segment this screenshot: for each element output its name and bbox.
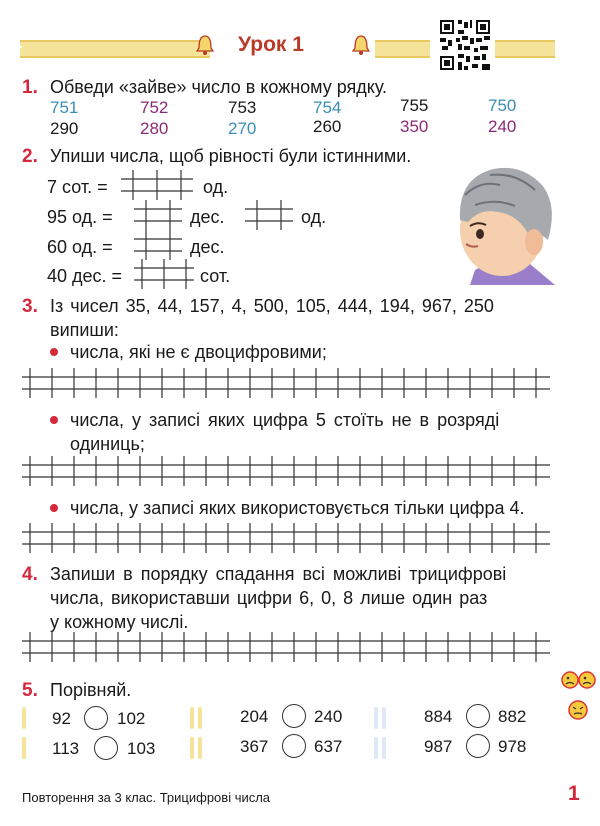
bullet [50,348,58,356]
number-cell[interactable]: 754 [313,98,342,117]
bell-icon [352,34,370,56]
number-cell[interactable]: 350 [400,117,429,136]
unit-label: сот. [200,266,231,286]
compare-right: 978 [498,737,527,756]
bullet [50,416,58,424]
task-5-text: Порівняй. [50,680,132,700]
compare-right: 240 [314,707,343,726]
header-ribbon-far [495,40,555,58]
task-number-2: 2. [22,146,38,167]
number-cell[interactable]: 753 [228,98,257,117]
compare-right: 882 [498,707,527,726]
qr-code-icon[interactable] [438,18,492,72]
task-1-text: Обведи «зайве» число в кожному рядку. [50,77,388,97]
task-4-text: числа, використавши цифри 6, 0, 8 лише один раз [50,588,488,608]
number-cell[interactable]: 260 [313,117,342,136]
answer-grid-2[interactable] [130,198,186,232]
bell-icon [196,34,214,56]
compare-circle[interactable] [282,704,306,728]
answer-line-grid[interactable] [22,456,550,486]
task-number-4: 4. [22,564,38,585]
task-number-3: 3. [22,296,38,317]
number-cell[interactable]: 755 [400,96,429,115]
row-marker [190,707,194,729]
number-cell[interactable]: 750 [488,96,517,115]
task-1-numbers [0,96,600,140]
header-ribbon-right [375,40,430,58]
row-marker [374,737,378,759]
answer-grid-2[interactable] [130,257,198,291]
task-4-text: Запиши в порядку спадання всі можливі трицифрові [50,564,507,584]
bullet-text: одиниць; [70,434,145,454]
row-marker [22,707,26,729]
number-cell[interactable]: 751 [50,98,79,117]
compare-left: 367 [240,737,269,756]
unit-label: од. [301,207,327,227]
answer-grid-3[interactable] [117,168,197,202]
task-number-5: 5. [22,680,38,701]
bullet-text: числа, які не є двоцифровими; [70,342,327,362]
compare-circle[interactable] [466,734,490,758]
task-3-text: випиши: [50,320,119,340]
row-marker [198,737,202,759]
bullet-text: числа, у записі яких використовується тільки цифра 4. [70,498,525,518]
compare-left: 204 [240,707,269,726]
lesson-title: Урок 1 [238,33,304,56]
footer-text: Повторення за 3 клас. Трицифрові числа [22,790,271,805]
row-marker [382,737,386,759]
row-marker [190,737,194,759]
header-ribbon-left [20,40,210,58]
boy-illustration [420,160,570,285]
task-3-text: Із чисел 35, 44, 157, 4, 500, 105, 444, 194, 967, 250 [50,296,494,316]
row-marker [198,707,202,729]
unit-label: дес. [190,207,225,227]
ribbon-notch [14,38,22,56]
bullet [50,504,58,512]
answer-line-grid[interactable] [22,632,550,662]
row-marker [374,707,378,729]
number-cell[interactable]: 270 [228,119,257,138]
equation-label: 40 дес. = [47,266,123,286]
compare-right: 102 [117,709,146,728]
compare-left: 113 [52,739,80,758]
bullet-text: числа, у записі яких цифра 5 стоїть не в розряді [70,410,500,430]
answer-line-grid[interactable] [22,523,550,553]
compare-circle[interactable] [94,736,118,760]
task-2-text: Упиши числа, щоб рівності були істинними. [50,146,412,166]
compare-right: 103 [127,739,156,758]
equation-label: 60 од. = [47,237,113,257]
task-number-1: 1. [22,77,38,98]
unit-label: од. [203,177,229,197]
page-number: 1 [568,782,580,805]
answer-line-grid[interactable] [22,368,550,398]
row-marker [382,707,386,729]
answer-grid-2[interactable] [241,198,297,232]
number-cell[interactable]: 240 [488,117,517,136]
equation-label: 95 од. = [47,207,113,227]
compare-left: 884 [424,707,453,726]
emoji-faces-icon [560,666,598,726]
compare-left: 92 [52,709,71,728]
number-cell[interactable]: 280 [140,119,169,138]
task-4-text: у кожному числі. [50,612,189,632]
compare-right: 637 [314,737,343,756]
unit-label: дес. [190,237,225,257]
compare-circle[interactable] [84,706,108,730]
equation-label: 7 сот. = [47,177,108,197]
number-cell[interactable]: 290 [50,119,79,138]
compare-circle[interactable] [466,704,490,728]
row-marker [22,737,26,759]
compare-left: 987 [424,737,453,756]
compare-circle[interactable] [282,734,306,758]
number-cell[interactable]: 752 [140,98,169,117]
